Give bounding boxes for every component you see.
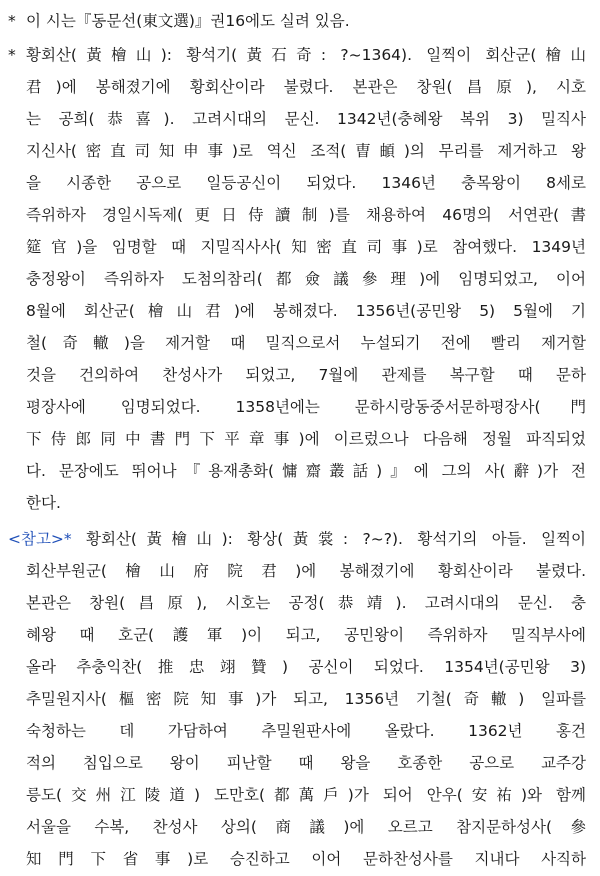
entry-line: 것을 건의하여 찬성사가 되었고, 7월에 관제를 복구할 때 문하 <box>26 366 586 384</box>
entry-line: 즉위하자 경일시독제(更日侍讀制)를 채용하여 46명의 서연관(書 <box>26 206 586 224</box>
entry-line: 8월에 회산군(檜山君)에 봉해졌다. 1356년(공민왕 5) 5월에 기 <box>26 302 586 320</box>
entry-marker: * <box>8 12 16 30</box>
entry-line: 서울을 수복, 찬성사 상의(商議)에 오르고 참지문하성사(參 <box>26 818 586 836</box>
entry-line: 적의 침입으로 왕이 피난할 때 왕을 호종한 공으로 교주강 <box>26 754 586 772</box>
entry-marker: * <box>8 46 16 64</box>
entry-line: 철(奇轍)을 제거할 때 밀직으로서 누설되기 전에 빨리 제거할 <box>26 334 586 352</box>
entry-line: 을 시종한 공으로 일등공신이 되었다. 1346년 충목왕이 8세로 <box>26 174 586 192</box>
entry-line: 한다. <box>26 494 61 512</box>
entry-line: 추밀원지사(樞密院知事)가 되고, 1356년 기철(奇轍) 일파를 <box>26 690 586 708</box>
entry-line: 君)에 봉해졌기에 황회산이라 불렸다. 본관은 창원(昌原), 시호 <box>26 78 586 96</box>
entry-line: 숙청하는 데 가담하여 추밀원판사에 올랐다. 1362년 홍건 <box>26 722 586 740</box>
entry-line: 본관은 창원(昌原), 시호는 공정(恭靖). 고려시대의 문신. 충 <box>26 594 586 612</box>
entry-line: 다. 문장에도 뛰어나『용재총화(慵齋叢話)』에 그의 사(辭)가 전 <box>26 462 586 480</box>
reference-marker: <참고>* <box>8 530 72 548</box>
entry-line: 황회산(黃檜山): 황상(黃裳: ?~?). 황석기의 아들. 일찍이 <box>86 530 586 548</box>
entry-line: 충정왕이 즉위하자 도첨의참리(都僉議參理)에 임명되었고, 이어 <box>26 270 586 288</box>
entry-line: 지신사(密直司知申事)로 역신 조적(曺頔)의 무리를 제거하고 왕 <box>26 142 586 160</box>
entry-line: 회산부원군(檜山府院君)에 봉해졌기에 황회산이라 불렸다. <box>26 562 586 580</box>
entry-line: 혜왕 때 호군(護軍)이 되고, 공민왕이 즉위하자 밀직부사에 <box>26 626 586 644</box>
entry-line: 올라 추충익찬(推忠翊贊) 공신이 되었다. 1354년(공민왕 3) <box>26 658 586 676</box>
entry-line: 知門下省事)로 승진하고 이어 문하찬성사를 지내다 사직하 <box>26 850 586 868</box>
entry-line: 筵官)을 임명할 때 지밀직사사(知密直司事)로 참여했다. 1349년 <box>26 238 586 256</box>
entry-line: 릉도(交州江陵道) 도만호(都萬戶)가 되어 안우(安祐)와 함께 <box>26 786 586 804</box>
entry-line: 평장사에 임명되었다. 1358년에는 문하시랑동중서문하평장사(門 <box>26 398 586 416</box>
entry-line: 는 공희(恭喜). 고려시대의 문신. 1342년(충혜왕 복위 3) 밀직사 <box>26 110 586 128</box>
entry-line: 下侍郎同中書門下平章事)에 이르렀으나 다음해 정월 파직되었 <box>26 430 586 448</box>
entry-line: 황회산(黃檜山): 황석기(黃石奇: ?~1364). 일찍이 회산군(檜山 <box>26 46 586 64</box>
entry-line: 이 시는『동문선(東文選)』권16에도 실려 있음. <box>26 12 350 30</box>
